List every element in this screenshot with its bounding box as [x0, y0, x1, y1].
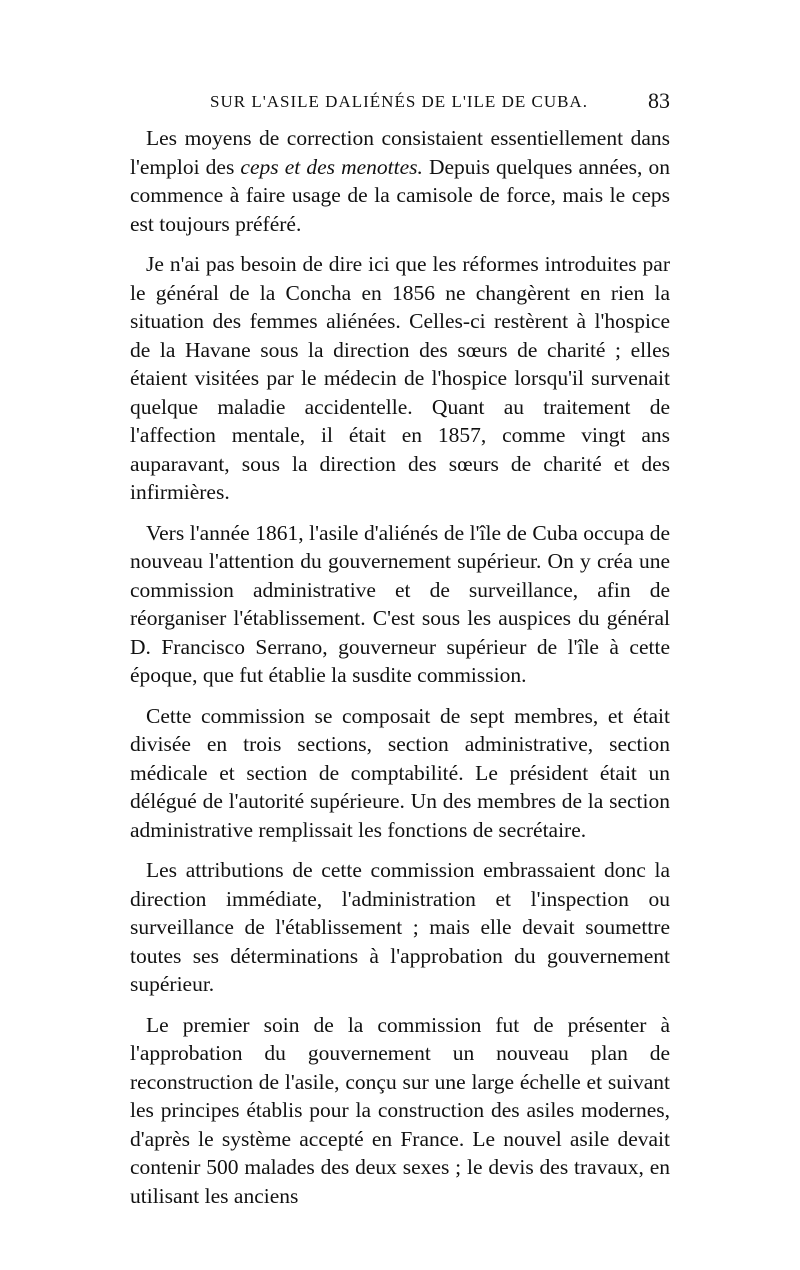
page-header: [130, 88, 670, 124]
paragraph-1-text-a: Les moyens de correction consistaient essentiellement dans l'emploi des: [130, 126, 670, 179]
paragraph-1-text-b: Depuis quelques années, on commence à faire usage de la camisole de force, mais le ceps est toujours préféré.: [130, 154, 670, 236]
paragraph-3: Vers l'année 1861, l'asile d'aliénés de l'île de Cuba occupa de nouveau l'attention du gouvernement supérieur. On y créa une commission administrative et de surveillance, afin de réorganiser l'établissement. C'est sous les auspices du général D. Francisco Serrano, gouverneur supérieur de l'île à cette époque, que fut établie la susdite commission.: [130, 520, 670, 687]
paragraph-5: Les attributions de cette commission embrassaient donc la direction immédiate, l'administration et l'inspection ou surveillance de l'établissement ; mais elle devait soumettre toutes ses déterminations à l'approbation du gouvernement supérieur.: [130, 858, 670, 996]
paragraph-1-italic: ceps et des menottes.: [240, 154, 423, 179]
book-page: [130, 88, 670, 1222]
paragraph-6: Le premier soin de la commission fut de présenter à l'approbation du gouvernement un nouveau plan de reconstruction de l'asile, conçu sur une large échelle et suivant les principes établis pour la construction des asiles modernes, d'après le système accepté en France. Le nouvel asile devait contenir 500 malades des deux sexes ; le devis des travaux, en utilisant les anciens: [130, 1012, 670, 1208]
paragraph-1: [130, 124, 670, 238]
paragraph-2: Je n'ai pas besoin de dire ici que les réformes introduites par le général de la Concha en 1856 ne changèrent en rien la situation des femmes aliénées. Celles-ci restèrent à l'hospice de la Havane sous la direction des sœurs de charité ; elles étaient visitées par le médecin de l'hospice lorsqu'il survenait quelque maladie accidentelle. Quant au traitement de l'affection mentale, il était en 1857, comme vingt ans auparavant, sous la direction des sœurs de charité et des infirmières.: [130, 252, 670, 504]
paragraph-4: Cette commission se composait de sept membres, et était divisée en trois sections, section administrative, section médicale et section de comptabilité. Le président était un délégué de l'autorité supérieure. Un des membres de la section administrative remplissait les fonctions de secrétaire.: [130, 703, 670, 842]
page-number: 83: [648, 88, 670, 113]
running-title: SUR L'ASILE DALIÉNÉS DE L'ILE DE CUBA.: [210, 92, 588, 111]
